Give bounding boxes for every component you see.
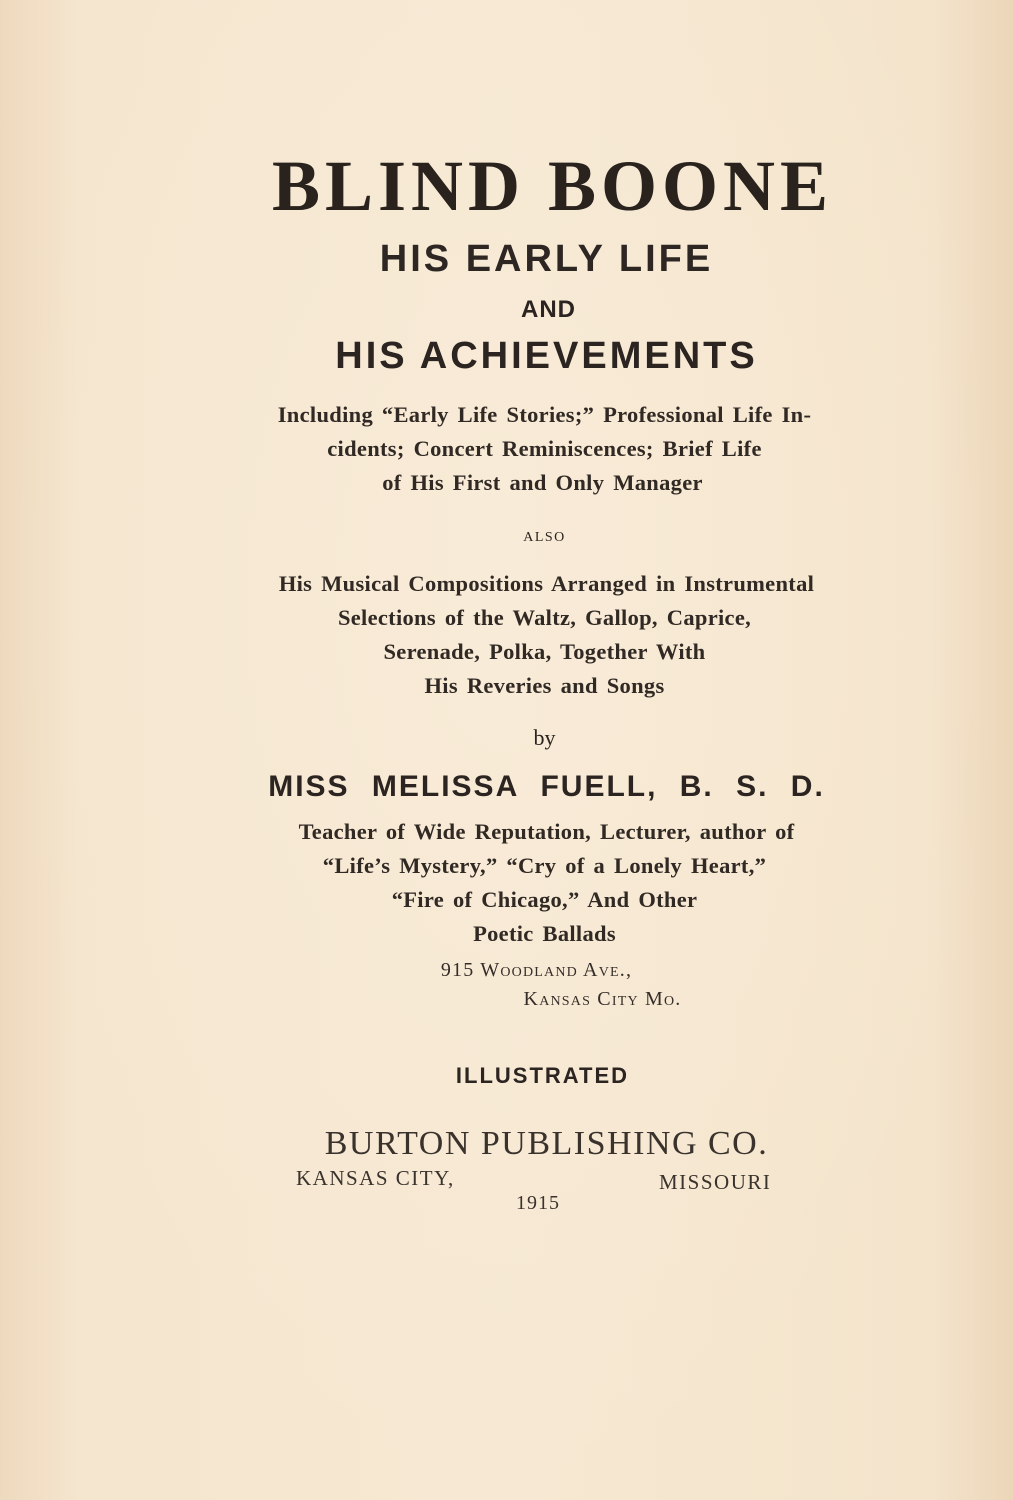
subtitle-achievements: HIS ACHIEVEMENTS — [335, 335, 758, 377]
publisher-city: KANSAS CITY, — [296, 1166, 455, 1190]
author-description-line: Poetic Ballads — [473, 921, 616, 946]
subtitle-early-life: HIS EARLY LIFE — [379, 238, 714, 280]
address-city: Kansas City Mo. — [523, 988, 682, 1010]
publication-year: 1915 — [516, 1192, 560, 1214]
publisher-name: BURTON PUBLISHING CO. — [324, 1125, 769, 1162]
author-name: MISS MELISSA FUELL, B. S. D. — [268, 770, 825, 803]
author-description-line: “Life’s Mystery,” “Cry of a Lonely Heart,” — [322, 853, 767, 878]
by-label: by — [533, 725, 556, 750]
publisher-state: MISSOURI — [659, 1170, 772, 1194]
subtitle-conjunction: AND — [521, 296, 576, 323]
compositions-line: His Musical Compositions Arranged in Instrumental — [278, 571, 815, 596]
compositions-line: Selections of the Waltz, Gallop, Caprice, — [337, 605, 752, 630]
also-label: ALSO — [523, 530, 566, 545]
address-street: 915 Woodland Ave., — [440, 959, 633, 981]
illustrated-label: ILLUSTRATED — [455, 1063, 630, 1088]
contents-line: of His First and Only Manager — [382, 470, 703, 495]
contents-line: cidents; Concert Reminiscences; Brief Life — [327, 436, 762, 461]
contents-line: Including “Early Life Stories;” Professional Life In- — [277, 402, 812, 427]
book-title: BLIND BOONE — [271, 146, 834, 226]
compositions-line: His Reveries and Songs — [424, 673, 665, 698]
compositions-line: Serenade, Polka, Together With — [383, 639, 706, 664]
author-description-line: “Fire of Chicago,” And Other — [391, 887, 698, 912]
author-description-line: Teacher of Wide Reputation, Lecturer, author of — [298, 819, 795, 844]
